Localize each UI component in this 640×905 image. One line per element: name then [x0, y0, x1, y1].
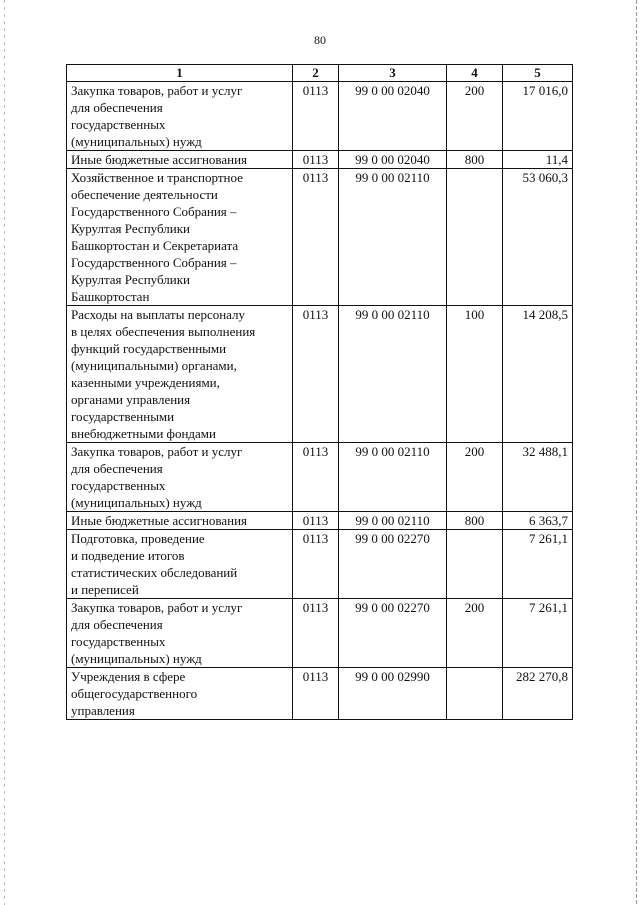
row-name-line: Государственного Собрания –	[71, 204, 237, 219]
row-code-cell: 99 0 00 02270	[339, 599, 447, 668]
header-col-2: 2	[293, 65, 339, 82]
row-name-line: общегосударственного	[71, 686, 198, 701]
row-name-line: Расходы на выплаты персоналу	[71, 307, 246, 322]
row-name-line: (муниципальных) нужд	[71, 134, 202, 149]
row-code-cell: 99 0 00 02270	[339, 530, 447, 599]
row-amount-cell: 7 261,1	[503, 599, 573, 668]
row-name-line: Курултая Республики	[71, 272, 190, 287]
row-name-line: государственных	[71, 478, 166, 493]
row-amount-cell: 7 261,1	[503, 530, 573, 599]
row-name-cell	[67, 443, 293, 512]
row-section-cell: 0113	[293, 169, 339, 306]
row-name-line: Башкортостан и Секретариата	[71, 238, 239, 253]
row-name-line: для обеспечения	[71, 617, 163, 632]
row-name-cell	[67, 599, 293, 668]
row-type-cell	[447, 530, 503, 599]
row-code-cell: 99 0 00 02110	[339, 169, 447, 306]
row-name-line: Учреждения в сфере	[71, 669, 186, 684]
row-name-line: государственных	[71, 634, 166, 649]
row-name-line: управления	[71, 703, 135, 718]
header-col-4: 4	[447, 65, 503, 82]
row-section-cell: 0113	[293, 530, 339, 599]
row-name-line: (муниципальными) органами,	[71, 358, 237, 373]
row-amount-cell: 17 016,0	[503, 82, 573, 151]
row-name-line: обеспечение деятельности	[71, 187, 218, 202]
table-row	[67, 512, 573, 530]
row-amount-cell: 6 363,7	[503, 512, 573, 530]
scan-left-edge	[4, 0, 5, 905]
row-type-cell: 800	[447, 151, 503, 169]
table-body	[67, 82, 573, 720]
row-type-cell: 200	[447, 82, 503, 151]
row-amount-cell: 282 270,8	[503, 668, 573, 720]
row-name-line: государственных	[71, 117, 166, 132]
row-name-line: Хозяйственное и транспортное	[71, 170, 243, 185]
row-amount-cell: 53 060,3	[503, 169, 573, 306]
row-name-cell	[67, 151, 293, 169]
row-type-cell	[447, 169, 503, 306]
row-code-cell: 99 0 00 02990	[339, 668, 447, 720]
table-row	[67, 306, 573, 443]
row-name-line: органами управления	[71, 392, 191, 407]
row-name-line: Закупка товаров, работ и услуг	[71, 444, 243, 459]
row-name-line: в целях обеспечения выполнения	[71, 324, 256, 339]
budget-table	[66, 64, 573, 720]
row-name-line: Башкортостан	[71, 289, 150, 304]
row-type-cell: 200	[447, 599, 503, 668]
row-name-cell	[67, 512, 293, 530]
row-code-cell: 99 0 00 02110	[339, 443, 447, 512]
row-name-line: и подведение итогов	[71, 548, 185, 563]
row-name-line: Закупка товаров, работ и услуг	[71, 83, 243, 98]
table-row	[67, 151, 573, 169]
scan-right-edge	[636, 0, 637, 905]
row-type-cell: 200	[447, 443, 503, 512]
row-section-cell: 0113	[293, 82, 339, 151]
table-row	[67, 599, 573, 668]
table-row	[67, 82, 573, 151]
row-name-line: (муниципальных) нужд	[71, 495, 202, 510]
header-col-5: 5	[503, 65, 573, 82]
page-number: 80	[314, 33, 326, 47]
row-section-cell: 0113	[293, 443, 339, 512]
row-name-line: (муниципальных) нужд	[71, 651, 202, 666]
row-type-cell: 800	[447, 512, 503, 530]
row-name-cell	[67, 530, 293, 599]
row-name-line: Государственного Собрания –	[71, 255, 237, 270]
row-name-line: внебюджетными фондами	[71, 426, 216, 441]
row-code-cell: 99 0 00 02040	[339, 151, 447, 169]
row-code-cell: 99 0 00 02110	[339, 306, 447, 443]
row-name-line: статистических обследований	[71, 565, 238, 580]
row-name-line: Подготовка, проведение	[71, 531, 205, 546]
row-code-cell: 99 0 00 02110	[339, 512, 447, 530]
row-name-cell	[67, 169, 293, 306]
row-section-cell: 0113	[293, 599, 339, 668]
table-row	[67, 668, 573, 720]
table-row	[67, 443, 573, 512]
row-section-cell: 0113	[293, 151, 339, 169]
row-name-cell	[67, 82, 293, 151]
row-name-line: Иные бюджетные ассигнования	[71, 513, 248, 528]
row-name-line: Курултая Республики	[71, 221, 190, 236]
table-row	[67, 530, 573, 599]
row-name-line: Иные бюджетные ассигнования	[71, 152, 248, 167]
table-row	[67, 169, 573, 306]
row-name-line: функций государственными	[71, 341, 227, 356]
row-amount-cell: 14 208,5	[503, 306, 573, 443]
row-name-line: для обеспечения	[71, 461, 163, 476]
header-col-3: 3	[339, 65, 447, 82]
row-type-cell: 100	[447, 306, 503, 443]
row-name-line: и переписей	[71, 582, 139, 597]
row-section-cell: 0113	[293, 668, 339, 720]
row-name-line: казенными учреждениями,	[71, 375, 220, 390]
row-type-cell	[447, 668, 503, 720]
header-col-1: 1	[67, 65, 293, 82]
row-name-line: Закупка товаров, работ и услуг	[71, 600, 243, 615]
row-code-cell: 99 0 00 02040	[339, 82, 447, 151]
row-section-cell: 0113	[293, 512, 339, 530]
table-header-row	[67, 65, 573, 82]
row-amount-cell: 11,4	[503, 151, 573, 169]
row-name-line: для обеспечения	[71, 100, 163, 115]
row-name-line: государственными	[71, 409, 175, 424]
row-amount-cell: 32 488,1	[503, 443, 573, 512]
row-name-cell	[67, 306, 293, 443]
row-section-cell: 0113	[293, 306, 339, 443]
row-name-cell	[67, 668, 293, 720]
